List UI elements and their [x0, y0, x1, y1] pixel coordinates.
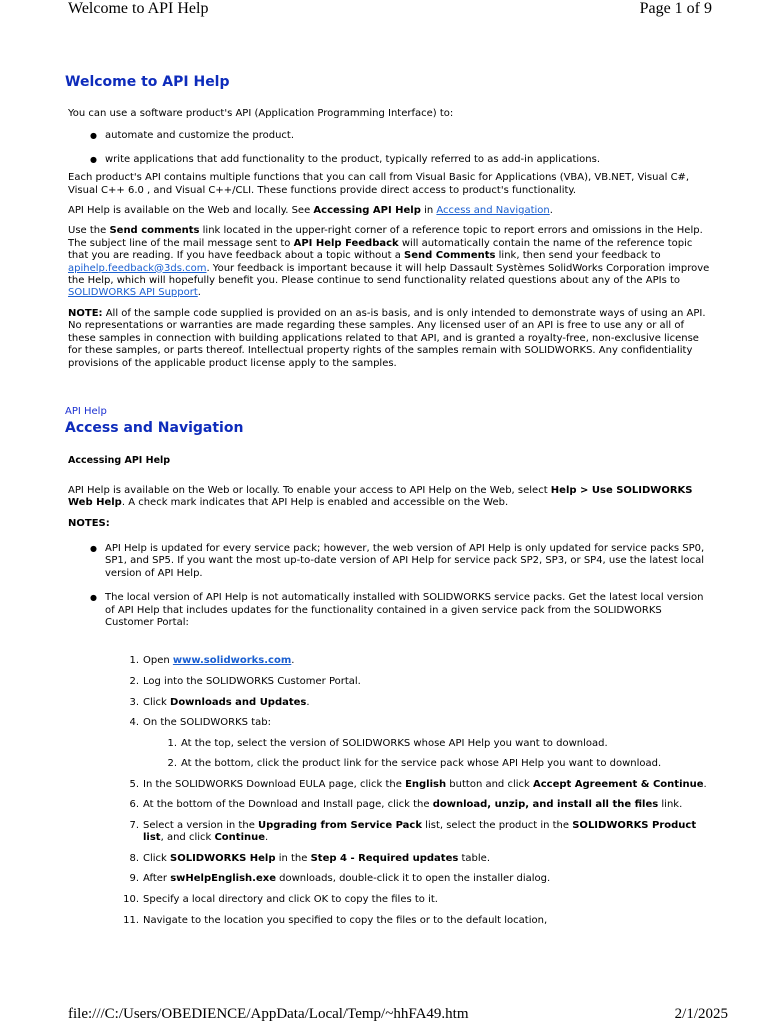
access-navigation-link[interactable]: Access and Navigation: [436, 205, 550, 217]
sub-steps: [143, 738, 713, 771]
sub-step-item: 2. At the bottom, click the product link for the service pack whose API Help you want to download.: [167, 757, 662, 769]
functions-paragraph: Each product's API contains multiple functions that you can call from Visual Basic for Applications (VBA), VB.NET, Visual C#, Visual C++ 6.0 , and Visual C++/CLI. These functions provide direct access to product's functionality.: [68, 172, 690, 196]
step-item: 5. In the SOLIDWORKS Download EULA page, click the English button and click Accept Agreement & Continue.: [129, 778, 707, 790]
usage-list: [68, 130, 713, 166]
breadcrumb[interactable]: API Help: [65, 405, 107, 417]
feedback-email-link[interactable]: apihelp.feedback@3ds.com: [68, 262, 207, 274]
note-paragraph: NOTE: All of the sample code supplied is provided on an as-is basis, and is only intended to demonstrate ways of using an API. No representations or warranties are made regarding these samples. Any licensed user of an API is free to use any or all of these samples in connection with building applications related to that API, and is granted a royalty-free, non-exclusive license for these samples, or parts thereof. Intellectual property rights of the samples remain with SOLIDWORKS. Any confidentiality provisions of the applicable product license apply to the samples.: [68, 307, 706, 369]
intro-text: You can use a software product's API (Application Programming Interface) to:: [68, 108, 454, 119]
step-item: 8. Click SOLIDWORKS Help in the Step 4 - Required updates table.: [129, 852, 490, 864]
api-support-link[interactable]: SOLIDWORKS API Support: [68, 287, 198, 299]
step-item: 7. Select a version in the Upgrading from Service Pack list, select the product in the SOLIDWORKS Product list, and click Continue.: [129, 819, 697, 844]
download-steps: [68, 655, 713, 927]
page-number: Page 1 of 9: [639, 0, 712, 17]
accessing-subheading: Accessing API Help: [68, 455, 171, 467]
availability-paragraph: API Help is available on the Web and locally. See Accessing API Help in Access and Navigation.: [68, 205, 553, 217]
access-paragraph: API Help is available on the Web or locally. To enable your access to API Help on the Web, select Help > Use SOLIDWORKS Web Help. A check mark indicates that API Help is enabled and accessible on the Web.: [68, 484, 693, 509]
list-item: ● API Help is updated for every service pack; however, the web version of API Help is only updated for service packs SP0, SP1, and SP5. If you want the most up-to-date version of API Help for service pack SP2, SP3, or SP4, use the latest local version of API Help.: [68, 543, 713, 580]
feedback-paragraph: Use the Send comments link located in the upper-right corner of a reference topic to report errors and omissions in the Help. The subject line of the mail message sent to API Help Feedback will automatically contain the name of the reference topic that you are reading. If you have feedback about a topic without a Send Comments link, then send your feedback to apihelp.feedback@3ds.com. Your feedback is important because it will help Dassault Systèmes SolidWorks Corporation improve the Help, which will hopefully benefit you. Please continue to send functionality related questions about any of the APIs to SOLIDWORKS API Support.: [68, 225, 710, 299]
list-item: ● write applications that add functionality to the product, typically referred to as add-in applications.: [68, 154, 713, 166]
access-heading: Access and Navigation: [65, 420, 244, 437]
solidworks-site-link[interactable]: www.solidworks.com: [172, 655, 292, 667]
step-item: 1. Open www.solidworks.com.: [129, 655, 295, 667]
step-item: 6. At the bottom of the Download and Install page, click the download, unzip, and install all the files link.: [129, 799, 683, 811]
notes-list: [68, 543, 713, 629]
file-path: file:///C:/Users/OBEDIENCE/AppData/Local/Temp/~hhFA49.htm: [68, 1006, 469, 1022]
notes-label: NOTES:: [68, 517, 110, 529]
step-item: 9. After swHelpEnglish.exe downloads, double-click it to open the installer dialog.: [129, 873, 551, 885]
print-date: 2/1/2025: [674, 1006, 728, 1022]
list-item: ● The local version of API Help is not automatically installed with SOLIDWORKS service packs. Get the latest local version of API Help that includes updates for the functionality contained in a given service pack from the SOLIDWORKS Customer Portal:: [68, 592, 713, 629]
page-header-title: Welcome to API Help: [68, 0, 209, 17]
list-item: ● automate and customize the product.: [68, 130, 713, 142]
document-body: [65, 73, 713, 935]
step-item: 4. On the SOLIDWORKS tab: 1. At the top, select the version of SOLIDWORKS whose API Help you want to download. 2. At the bottom, click the product link for the service pack whose API Help you want to download.: [68, 717, 713, 770]
step-item: 2. Log into the SOLIDWORKS Customer Portal.: [129, 675, 361, 687]
welcome-heading: Welcome to API Help: [65, 74, 230, 90]
step-item: 11. Navigate to the location you specified to copy the files or to the default location,: [123, 914, 548, 926]
sub-step-item: 1. At the top, select the version of SOLIDWORKS whose API Help you want to download.: [167, 737, 608, 749]
step-item: 10. Specify a local directory and click OK to copy the files to it.: [123, 893, 438, 905]
step-item: 3. Click Downloads and Updates.: [129, 696, 310, 708]
